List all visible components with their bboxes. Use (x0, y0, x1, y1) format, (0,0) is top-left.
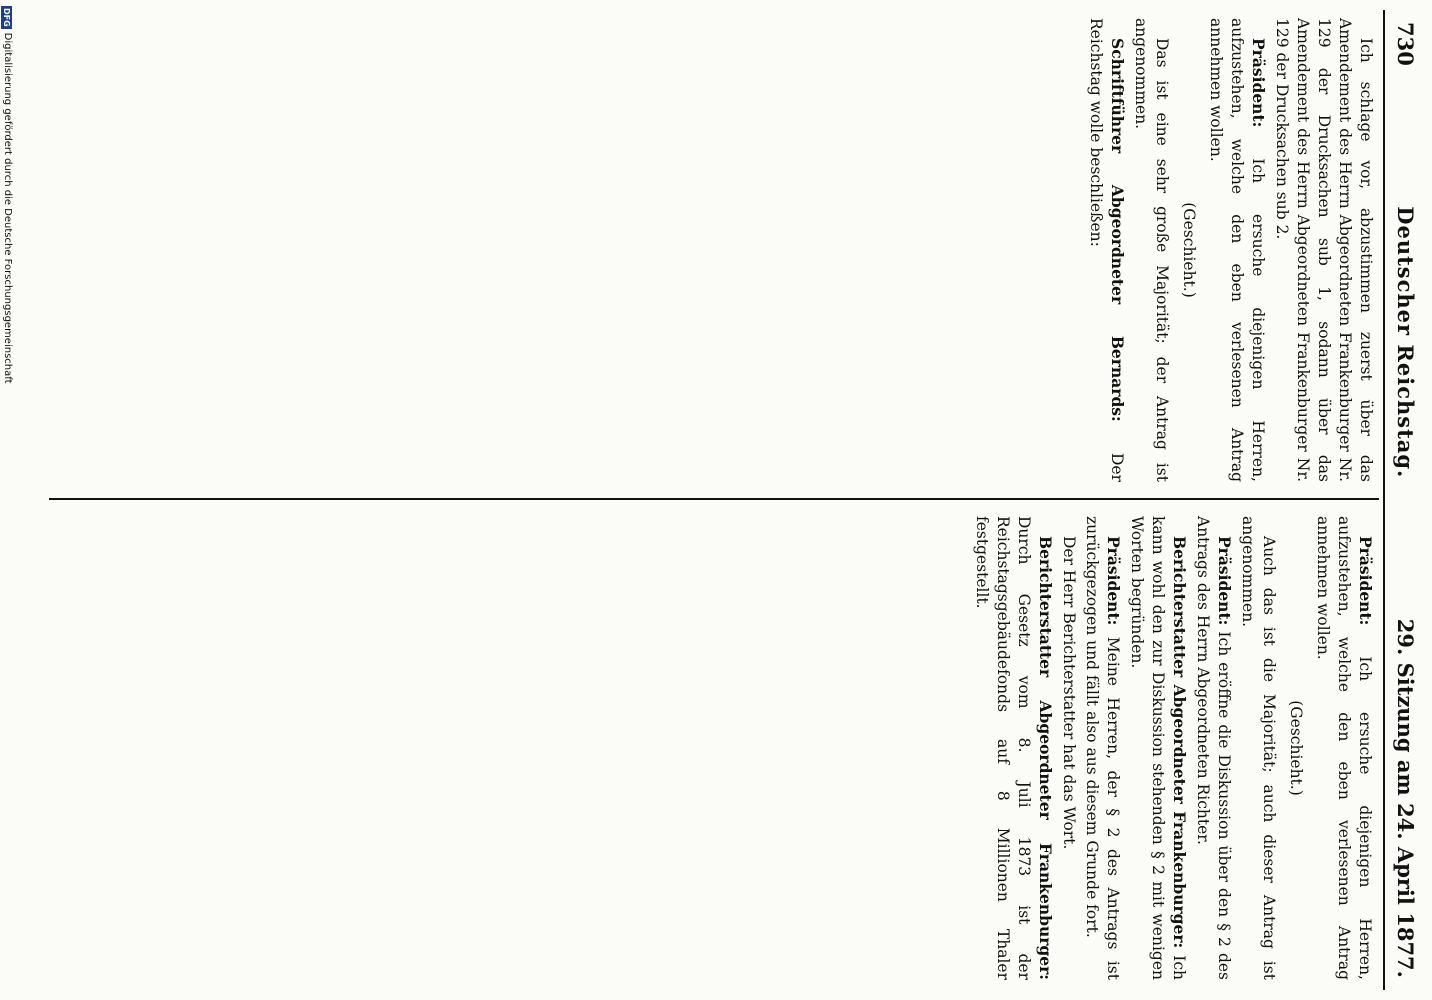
paragraph (1271, 18, 1376, 482)
speaker-name: Berichterstatter Abgeordneter Frankenburger: (1036, 536, 1055, 980)
paragraph-text: Durch Gesetz vom 8. Juli 1873 ist der Reichstagsgebäudefonds auf 8 Millionen Thaler festgestellt. (973, 516, 1033, 980)
paragraph-text: Ich schlage vor, abzustimmen zuerst über das Amendement des Herrn Abgeordneten Frankenburger Nr. 129 der Drucksachen sub 1, sodann über das Amendement des Herrn Abgeordneten Frankenburger Nr. 129 der Drucksachen sub 2. (1273, 18, 1375, 482)
paragraph-text: Ich eröffne die Diskussion über den § 2 des Antrags des Herrn Abgeordneten Richter. (1194, 516, 1233, 980)
credit-text: Digitalisierung gefördert durch die Deutsche Forschungsgemeinschaft (2, 32, 13, 384)
left-column (1083, 18, 1376, 482)
paragraph-text: Meine Herren, der § 2 des Antrags ist zurückgezogen und fällt also aus diesem Grunde fort. (1083, 516, 1122, 980)
paragraph-text: (Geschieht.) (1180, 202, 1198, 298)
paragraph-text: Das ist eine sehr große Majorität; der Antrag ist angenommen. (1132, 18, 1171, 482)
header-rule (1383, 10, 1385, 990)
paragraph-text: Der Herr Berichterstatter hat das Wort. (1060, 536, 1078, 850)
stage-direction (1285, 516, 1306, 980)
column-divider (49, 498, 1379, 500)
speaker-name: Präsident: (1356, 536, 1375, 626)
paragraph-text: Auch das ist die Majorität; auch dieser Antrag ist angenommen. (1239, 516, 1278, 980)
paragraph (1205, 18, 1269, 482)
paragraph-text: Ich kann wohl den zur Diskussion stehenden § 2 mit wenigen Worten begründen. (1128, 516, 1188, 980)
paragraph (1081, 516, 1124, 980)
digitization-credit (0, 6, 14, 1000)
paragraph-text: Ich ersuche diejenigen Herren, aufzustehen, welche den eben verlesenen Antrag annehmen wollen. (1314, 516, 1374, 980)
speaker-name: Präsident: (1249, 38, 1268, 128)
speaker-name: Präsident: (1104, 536, 1123, 626)
publication-title: Deutscher Reichstag. (1393, 206, 1419, 479)
speaker-name: Präsident: (1215, 536, 1234, 626)
paragraph (1237, 516, 1279, 980)
paragraph (1312, 516, 1376, 980)
session-date: 29. Sitzung am 24. April 1877. (1393, 618, 1419, 978)
paragraph (1192, 516, 1235, 980)
page-header (1386, 22, 1426, 978)
paragraph-text: (Geschieht.) (1287, 700, 1305, 796)
stage-direction (1178, 18, 1199, 482)
paragraph-text: Ich ersuche diejenigen Herren, aufzustehen, welche den eben verlesenen Antrag annehmen wollen. (1207, 18, 1267, 482)
paragraph (1126, 516, 1190, 980)
dfg-logo-icon: DFG (2, 8, 12, 27)
right-column (969, 516, 1376, 980)
paragraph (1058, 516, 1079, 980)
paragraph-text: Der Reichstag wolle beschließen: (1087, 18, 1126, 482)
paragraph (971, 516, 1056, 980)
speaker-name: Schriftführer Abgeordneter Bernards: (1108, 38, 1127, 422)
page-number: 730 (1393, 22, 1419, 66)
paragraph (1085, 18, 1128, 482)
paragraph (1130, 18, 1172, 482)
speaker-name: Berichterstatter Abgeordneter Frankenburger: (1170, 536, 1189, 949)
